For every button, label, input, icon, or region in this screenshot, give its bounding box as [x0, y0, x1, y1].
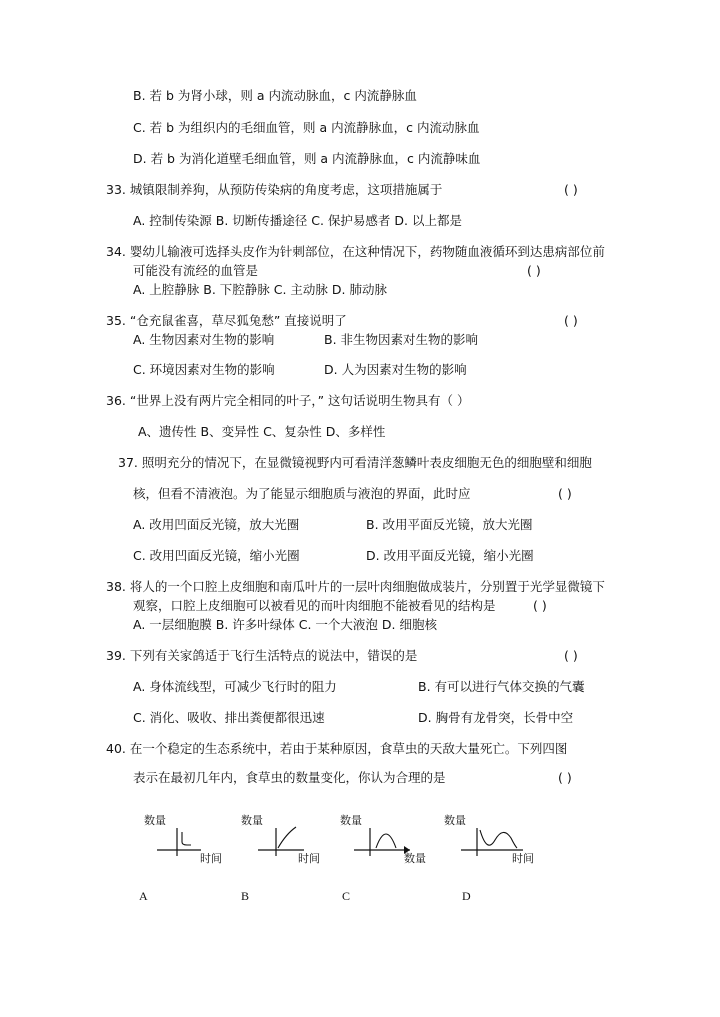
answer-paren-35: ( ) [564, 313, 578, 328]
option-37-a: A. 改用凹面反光镜，放大光圈 [133, 517, 300, 532]
option-37-b: B. 改用平面反光镜，放大光圈 [366, 517, 533, 532]
option-32-c: C. 若 b 为组织内的毛细血管，则 a 内流静脉血，c 内流动脉血 [133, 120, 480, 135]
option-35-c: C. 环境因素对生物的影响 [133, 362, 275, 377]
question-35: 35. “仓充鼠雀喜，草尽狐兔愁” 直接说明了 [106, 313, 347, 328]
option-37-d: D. 改用平面反光镜，缩小光圈 [366, 548, 534, 563]
graph-c-xlabel: 数量 [404, 852, 426, 865]
question-33: 33. 城镇限制养狗，从预防传染病的角度考虑，这项措施属于 [106, 182, 443, 197]
graph-a-curve [182, 832, 191, 845]
graph-b-letter: B [241, 889, 250, 903]
graph-c-ylabel: 数量 [340, 814, 362, 827]
graph-d-curve [480, 830, 517, 848]
question-40-line1: 40. 在一个稳定的生态系统中，若由于某种原因，食草虫的天敌大量死亡。下列四图 [106, 741, 568, 756]
graph-d-xlabel: 时间 [512, 852, 534, 865]
answer-paren-39: ( ) [564, 648, 578, 663]
question-40-line2: 表示在最初几年内，食草虫的数量变化，你认为合理的是 [133, 770, 446, 785]
graph-c-curve [376, 834, 396, 848]
question-36: 36. “世界上没有两片完全相同的叶子，” 这句话说明生物具有（ ） [106, 393, 470, 408]
question-38-line1: 38. 将人的一个口腔上皮细胞和南瓜叶片的一层叶肉细胞做成装片，分别置于光学显微镜下 [106, 579, 605, 594]
option-35-b: B. 非生物因素对生物的影响 [324, 332, 479, 347]
graph-d-letter: D [462, 889, 471, 903]
graph-a-letter: A [139, 889, 148, 903]
question-37-line1: 37. 照明充分的情况下，在显微镜视野内可看清洋葱鳞叶表皮细胞无色的细胞壁和细胞 [118, 455, 592, 470]
answer-paren-34: ( ) [527, 263, 541, 278]
answer-paren-40: ( ) [558, 770, 572, 785]
graph-d-ylabel: 数量 [444, 814, 466, 827]
answer-paren-37: ( ) [558, 486, 572, 501]
option-35-d: D. 人为因素对生物的影响 [324, 362, 467, 377]
options-36: A、遗传性 B、变异性 C、复杂性 D、多样性 [138, 424, 386, 439]
question-37-line2: 核，但看不清液泡。为了能显示细胞质与液泡的界面，此时应 [133, 486, 471, 501]
options-38: A. 一层细胞膜 B. 许多叶绿体 C. 一个大液泡 D. 细胞核 [133, 617, 437, 632]
options-33: A. 控制传染源 B. 切断传播途径 C. 保护易感者 D. 以上都是 [133, 213, 462, 228]
option-39-c: C. 消化、吸收、排出粪便都很迅速 [133, 710, 325, 725]
option-39-b: B. 有可以进行气体交换的气囊 [418, 679, 585, 694]
option-32-d: D. 若 b 为消化道壁毛细血管，则 a 内流静脉血，c 内流静味血 [133, 151, 481, 166]
graph-a-xlabel: 时间 [200, 852, 222, 865]
graph-c-letter: C [342, 889, 351, 903]
options-34: A. 上腔静脉 B. 下腔静脉 C. 主动脉 D. 肺动脉 [133, 282, 387, 297]
graph-b-ylabel: 数量 [241, 814, 263, 827]
question-39: 39. 下列有关家鸽适于飞行生活特点的说法中，错误的是 [106, 648, 418, 663]
graph-a [155, 826, 205, 860]
graph-b-xlabel: 时间 [298, 852, 320, 865]
question-34-line1: 34. 婴幼儿输液可选择头皮作为针刺部位，在这种情况下，药物随血液循环到达患病部位前 [106, 244, 605, 259]
option-32-b: B. 若 b 为肾小球，则 a 内流动脉血，c 内流静脉血 [133, 88, 417, 103]
answer-paren-38: ( ) [533, 598, 547, 613]
option-39-d: D. 胸骨有龙骨突，长骨中空 [418, 710, 574, 725]
question-38-line2: 观察，口腔上皮细胞可以被看见的而叶肉细胞不能被看见的结构是 [133, 598, 496, 613]
graph-b-curve [278, 827, 296, 848]
graph-a-ylabel: 数量 [144, 814, 166, 827]
answer-paren-33: ( ) [564, 182, 578, 197]
option-37-c: C. 改用凹面反光镜，缩小光圈 [133, 548, 300, 563]
option-35-a: A. 生物因素对生物的影响 [133, 332, 275, 347]
question-34-line2: 可能没有流经的血管是 [133, 263, 259, 278]
option-39-a: A. 身体流线型，可减少飞行时的阻力 [133, 679, 337, 694]
